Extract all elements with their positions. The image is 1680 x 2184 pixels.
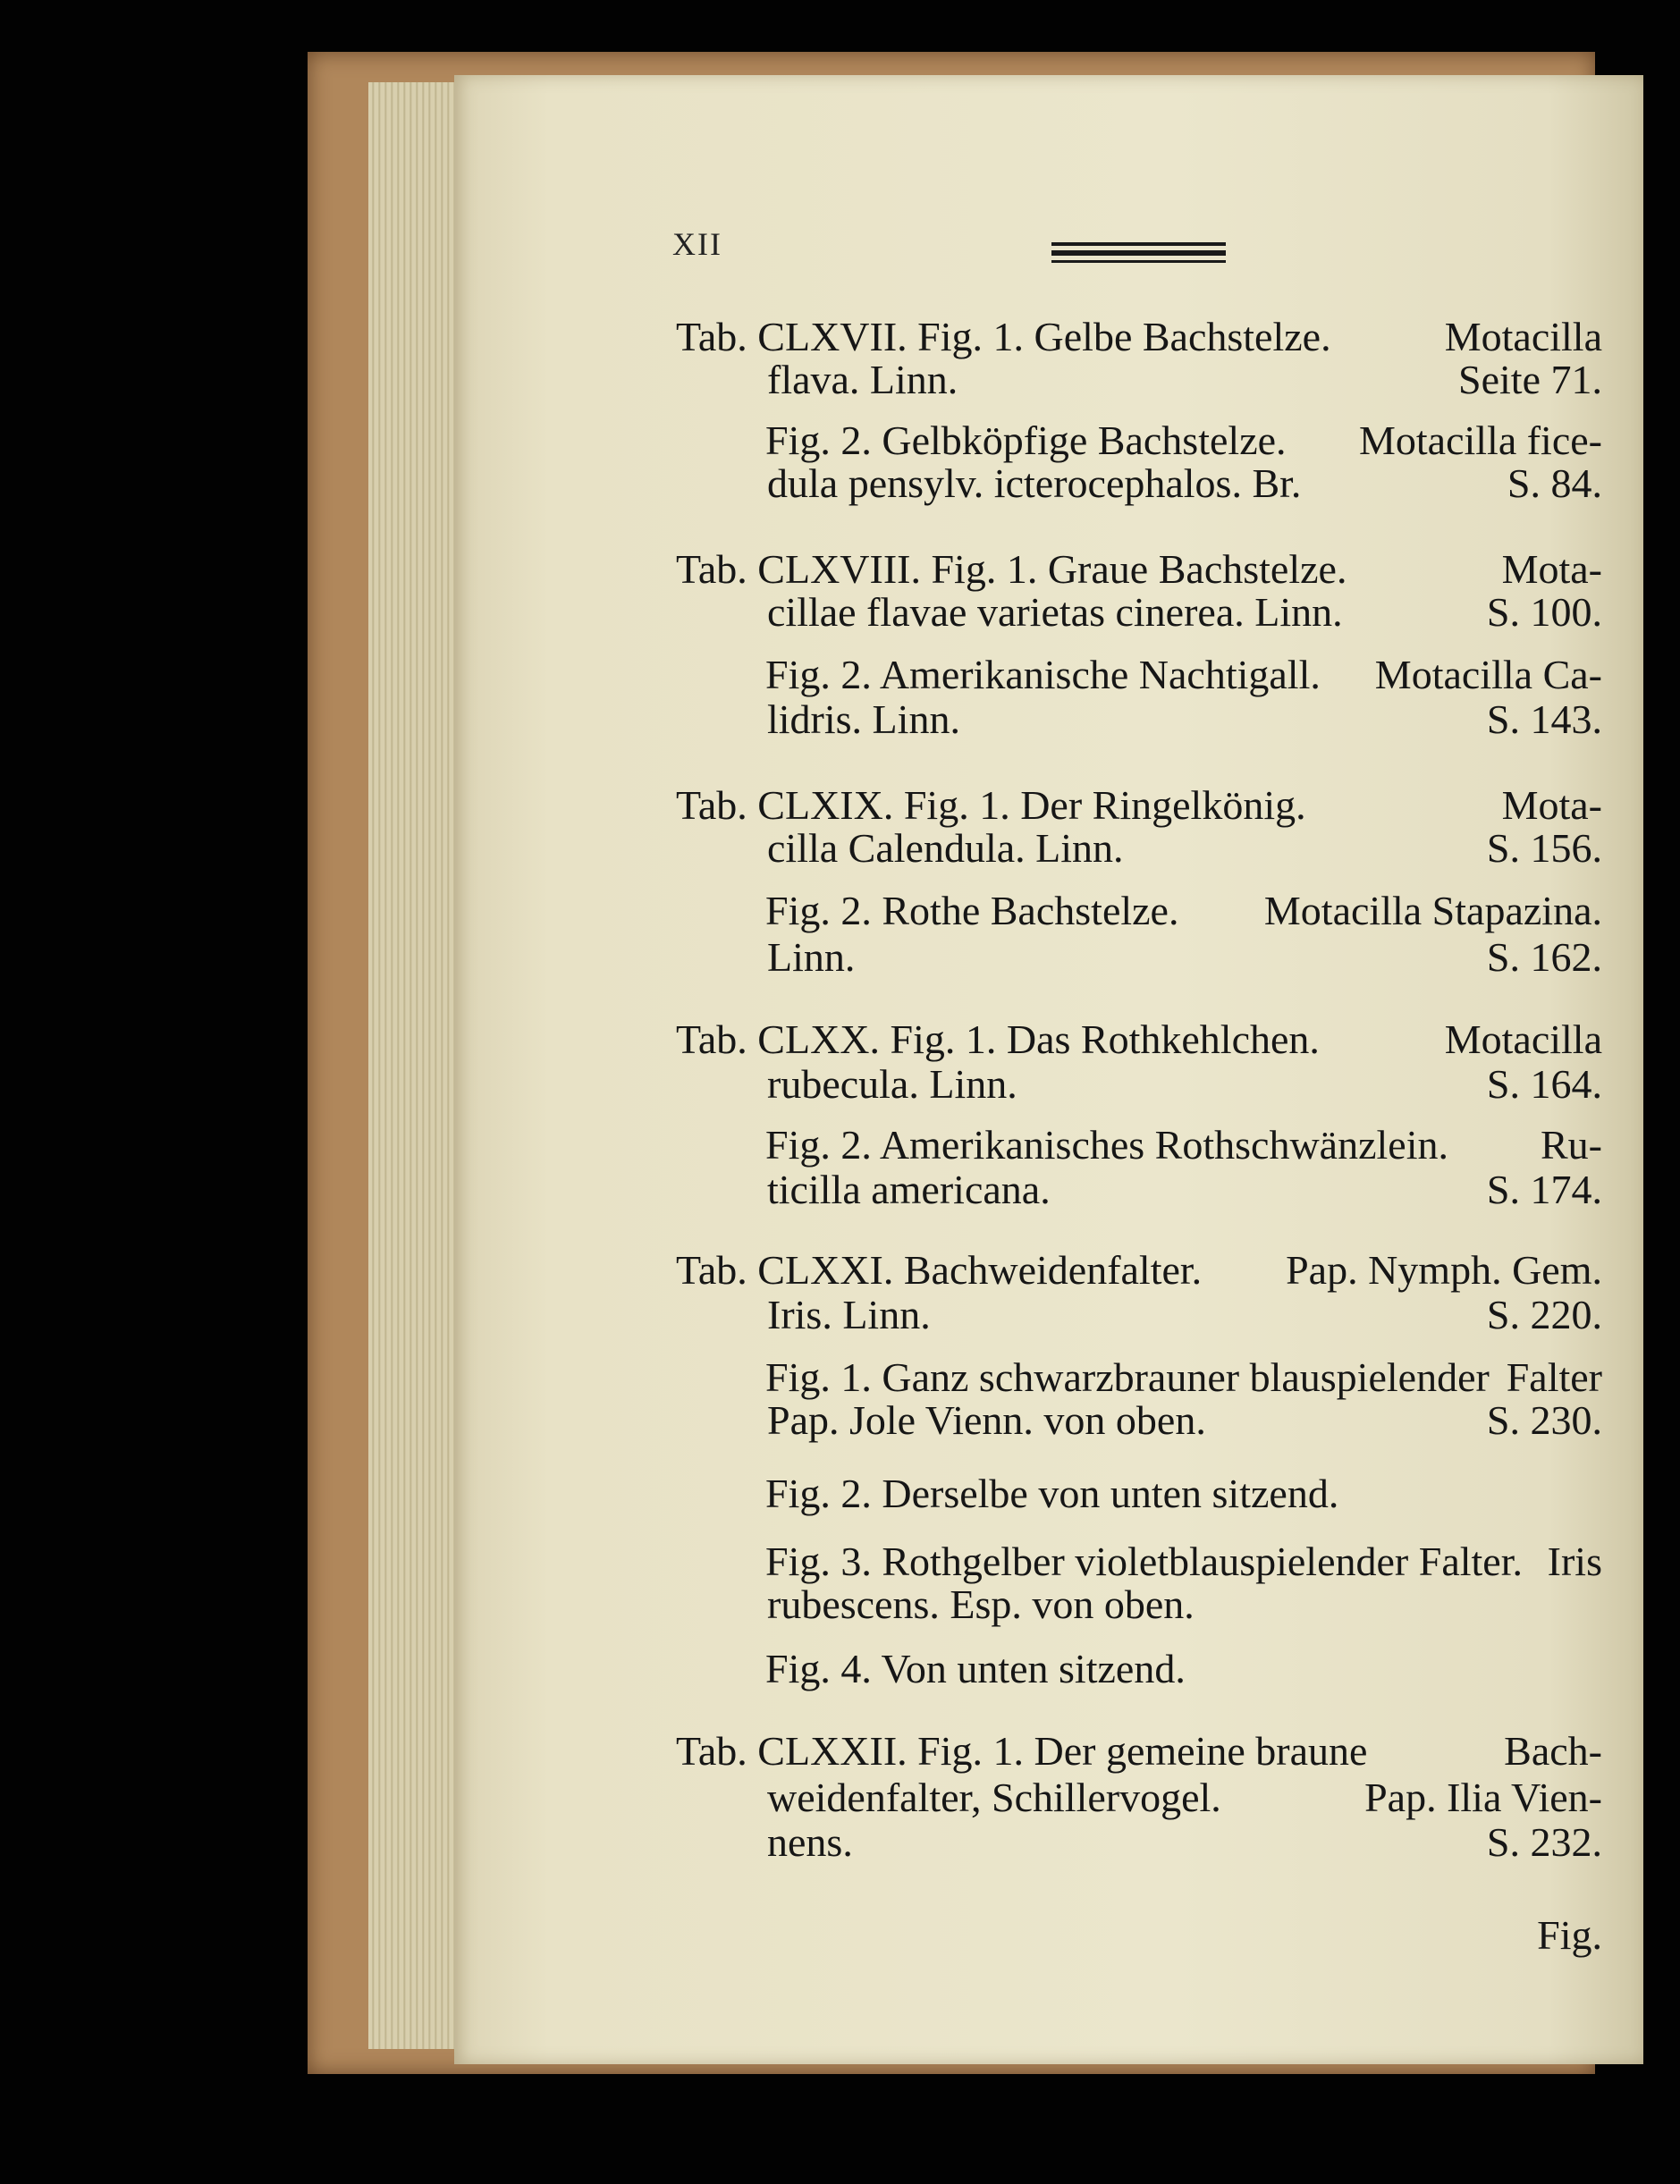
catchword-line: Fig. <box>1537 1912 1602 1958</box>
page-number: XII <box>672 226 722 262</box>
text-line: weidenfalter, Schillervogel. Pap. Ilia Vien- <box>767 1775 1602 1820</box>
text-line: dula pensylv. icterocephalos. Br. S. 84. <box>767 460 1602 506</box>
text-line: Fig. 2. Derselbe von unten sitzend. <box>765 1471 1339 1516</box>
header-rule <box>1051 250 1226 256</box>
text-line: cillae flavae varietas cinerea. Linn. S. 100. <box>767 589 1602 635</box>
header-rule <box>1051 260 1226 263</box>
text-line: Tab. CLXVII. Fig. 1. Gelbe Bachstelze. Motacilla <box>676 314 1602 359</box>
text-line: ticilla americana. S. 174. <box>767 1167 1602 1212</box>
text-line: Fig. 2. Amerikanische Nachtigall. Motacilla Ca- <box>765 652 1602 697</box>
text-line: lidris. Linn. S. 143. <box>767 696 1602 742</box>
header-rule <box>1051 242 1226 246</box>
text-line: Pap. Jole Vienn. von oben. S. 230. <box>767 1397 1602 1443</box>
text-line: Tab. CLXVIII. Fig. 1. Graue Bachstelze. Mota- <box>676 546 1602 592</box>
text-line: Fig. 2. Amerikanisches Rothschwänzlein. Ru- <box>765 1122 1602 1168</box>
text-line: Fig. 4. Von unten sitzend. <box>765 1646 1186 1691</box>
text-line: Linn. S. 162. <box>767 934 1602 980</box>
text-line: flava. Linn. Seite 71. <box>767 357 1602 402</box>
text-line: Tab. CLXIX. Fig. 1. Der Ringelkönig. Mota- <box>676 782 1602 828</box>
text-line: Tab. CLXXII. Fig. 1. Der gemeine braune Bach- <box>676 1728 1602 1774</box>
text-line: Iris. Linn. S. 220. <box>767 1292 1602 1337</box>
text-line: Fig. 1. Ganz schwarzbrauner blauspielender Falter <box>765 1354 1602 1400</box>
text-line: Tab. CLXX. Fig. 1. Das Rothkehlchen. Motacilla <box>676 1016 1602 1062</box>
text-line: Fig. 3. Rothgelber violetblauspielender Falter. Iris <box>765 1539 1602 1584</box>
text-line: cilla Calendula. Linn. S. 156. <box>767 825 1602 871</box>
text-line: rubescens. Esp. von oben. <box>767 1581 1195 1627</box>
text-line: Fig. 2. Gelbköpfige Bachstelze. Motacilla fice- <box>765 417 1602 463</box>
text-line: rubecula. Linn. S. 164. <box>767 1061 1602 1107</box>
text-line: nens. S. 232. <box>767 1819 1602 1865</box>
text-line: Tab. CLXXI. Bachweidenfalter. Pap. Nymph. Gem. <box>676 1247 1602 1293</box>
text-line: Fig. 2. Rothe Bachstelze. Motacilla Stapazina. <box>765 888 1602 933</box>
